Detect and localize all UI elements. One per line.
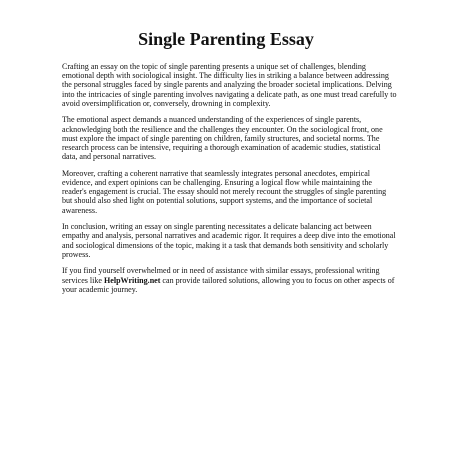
paragraph-2: The emotional aspect demands a nuanced understanding of the experiences of single parents, acknowledging both the resilience and the challenges they encounter. On the sociological front, one must explore the impact of single parenting on children, family structures, and societal norms. The research process can be intensive, requiring a thorough examination of academic studies, statistical data, and personal narratives. bbox=[62, 115, 383, 162]
paragraph-5-after: can provide tailored solutions, allowing you to focus on other aspects of your academic journey. bbox=[62, 275, 395, 294]
brand-name: HelpWriting.net bbox=[104, 275, 161, 285]
essay-body bbox=[62, 62, 397, 301]
paragraph-4: In conclusion, writing an essay on single parenting necessitates a delicate balancing act between empathy and analysis, personal narratives and academic rigor. It requires a deep dive into the emotional and sociological dimensions of the topic, making it a task that demands both sensitivity and scholarly prowess. bbox=[62, 222, 396, 259]
paragraph-5 bbox=[62, 266, 397, 294]
page-title: Single Parenting Essay bbox=[138, 29, 314, 49]
paragraph-5-before: If you find yourself overwhelmed or in need of assistance with similar essays, professional writing services like bbox=[62, 266, 380, 285]
paragraph-3: Moreover, crafting a coherent narrative that seamlessly integrates personal anecdotes, empirical evidence, and expert opinions can be challenging. Ensuring a logical flow while maintaining the reader's engagement is crucial. The essay should not merely recount the struggles of single parenting but should also shed light on potential solutions, support systems, and the importance of societal awareness. bbox=[62, 168, 387, 215]
paragraph-1: Crafting an essay on the topic of single parenting presents a unique set of challenges, blending emotional depth with sociological insight. The difficulty lies in striking a balance between addressing the personal struggles faced by single parents and analyzing the broader societal implications. Delving into the intricacies of single parenting involves navigating a delicate path, as one must tread carefully to avoid oversimplification or, conversely, drowning in complexity. bbox=[62, 62, 397, 108]
